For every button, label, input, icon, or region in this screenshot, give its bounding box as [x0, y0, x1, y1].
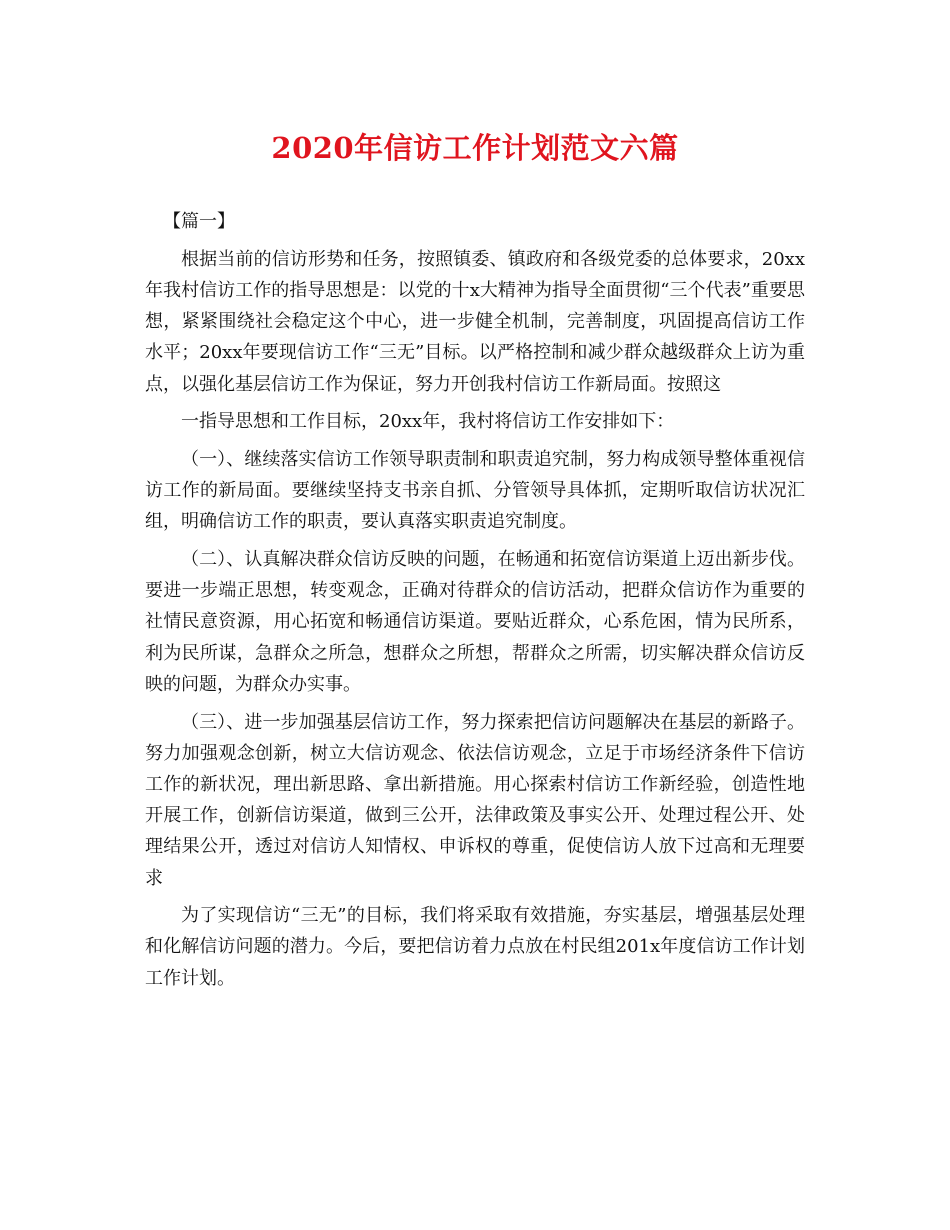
- document-title: 2020年信访工作计划范文六篇: [271, 131, 679, 165]
- paragraph-3: （一）、继续落实信访工作领导职责制和职责追究制，努力构成领导整体重视信访工作的新局面。要继续坚持支书亲自抓、分管领导具体抓，定期听取信访状况汇组，明确信访工作的职责，要认真落实职责追究制度。: [145, 448, 805, 533]
- paragraph-4: （二）、认真解决群众信访反映的问题，在畅通和拓宽信访渠道上迈出新步伐。要进一步端正思想，转变观念，正确对待群众的信访活动，把群众信访作为重要的社情民意资源，用心拓宽和畅通信访渠道。要贴近群众，心系危困，情为民所系，利为民所谋，急群众之所急，想群众之所想，帮群众之所需，切实解决群众信访反映的问题，为群众办实事。: [145, 549, 805, 695]
- paragraph-1: 根据当前的信访形势和任务，按照镇委、镇政府和各级党委的总体要求，20xx年我村信访工作的指导思想是：以党的十x大精神为指导全面贯彻“三个代表”重要思想，紧紧围绕社会稳定这个中心，进一步健全机制，完善制度，巩固提高信访工作水平；20xx年要现信访工作“三无”目标。以严格控制和减少群众越级群众上访为重点，以强化基层信访工作为保证，努力开创我村信访工作新局面。按照这: [145, 248, 805, 395]
- paragraph-5: （三）、进一步加强基层信访工作，努力探索把信访问题解决在基层的新路子。努力加强观念创新，树立大信访观念、依法信访观念，立足于市场经济条件下信访工作的新状况，理出新思路、拿出新措施。用心探索村信访工作新经验，创造性地开展工作，创新信访渠道，做到三公开，法律政策及事实公开、处理过程公开、处理结果公开，透过对信访人知情权、申诉权的尊重，促使信访人放下过高和无理要求: [145, 711, 805, 889]
- paragraph-2: 一指导思想和工作目标，20xx年，我村将信访工作安排如下：: [181, 411, 675, 433]
- paragraph-6: 为了实现信访“三无”的目标，我们将采取有效措施，夯实基层，增强基层处理和化解信访问题的潜力。今后，要把信访着力点放在村民组201x年度信访工作计划工作计划。: [145, 905, 805, 989]
- section-label: 【篇一】: [163, 211, 235, 232]
- document-body: [145, 206, 805, 1000]
